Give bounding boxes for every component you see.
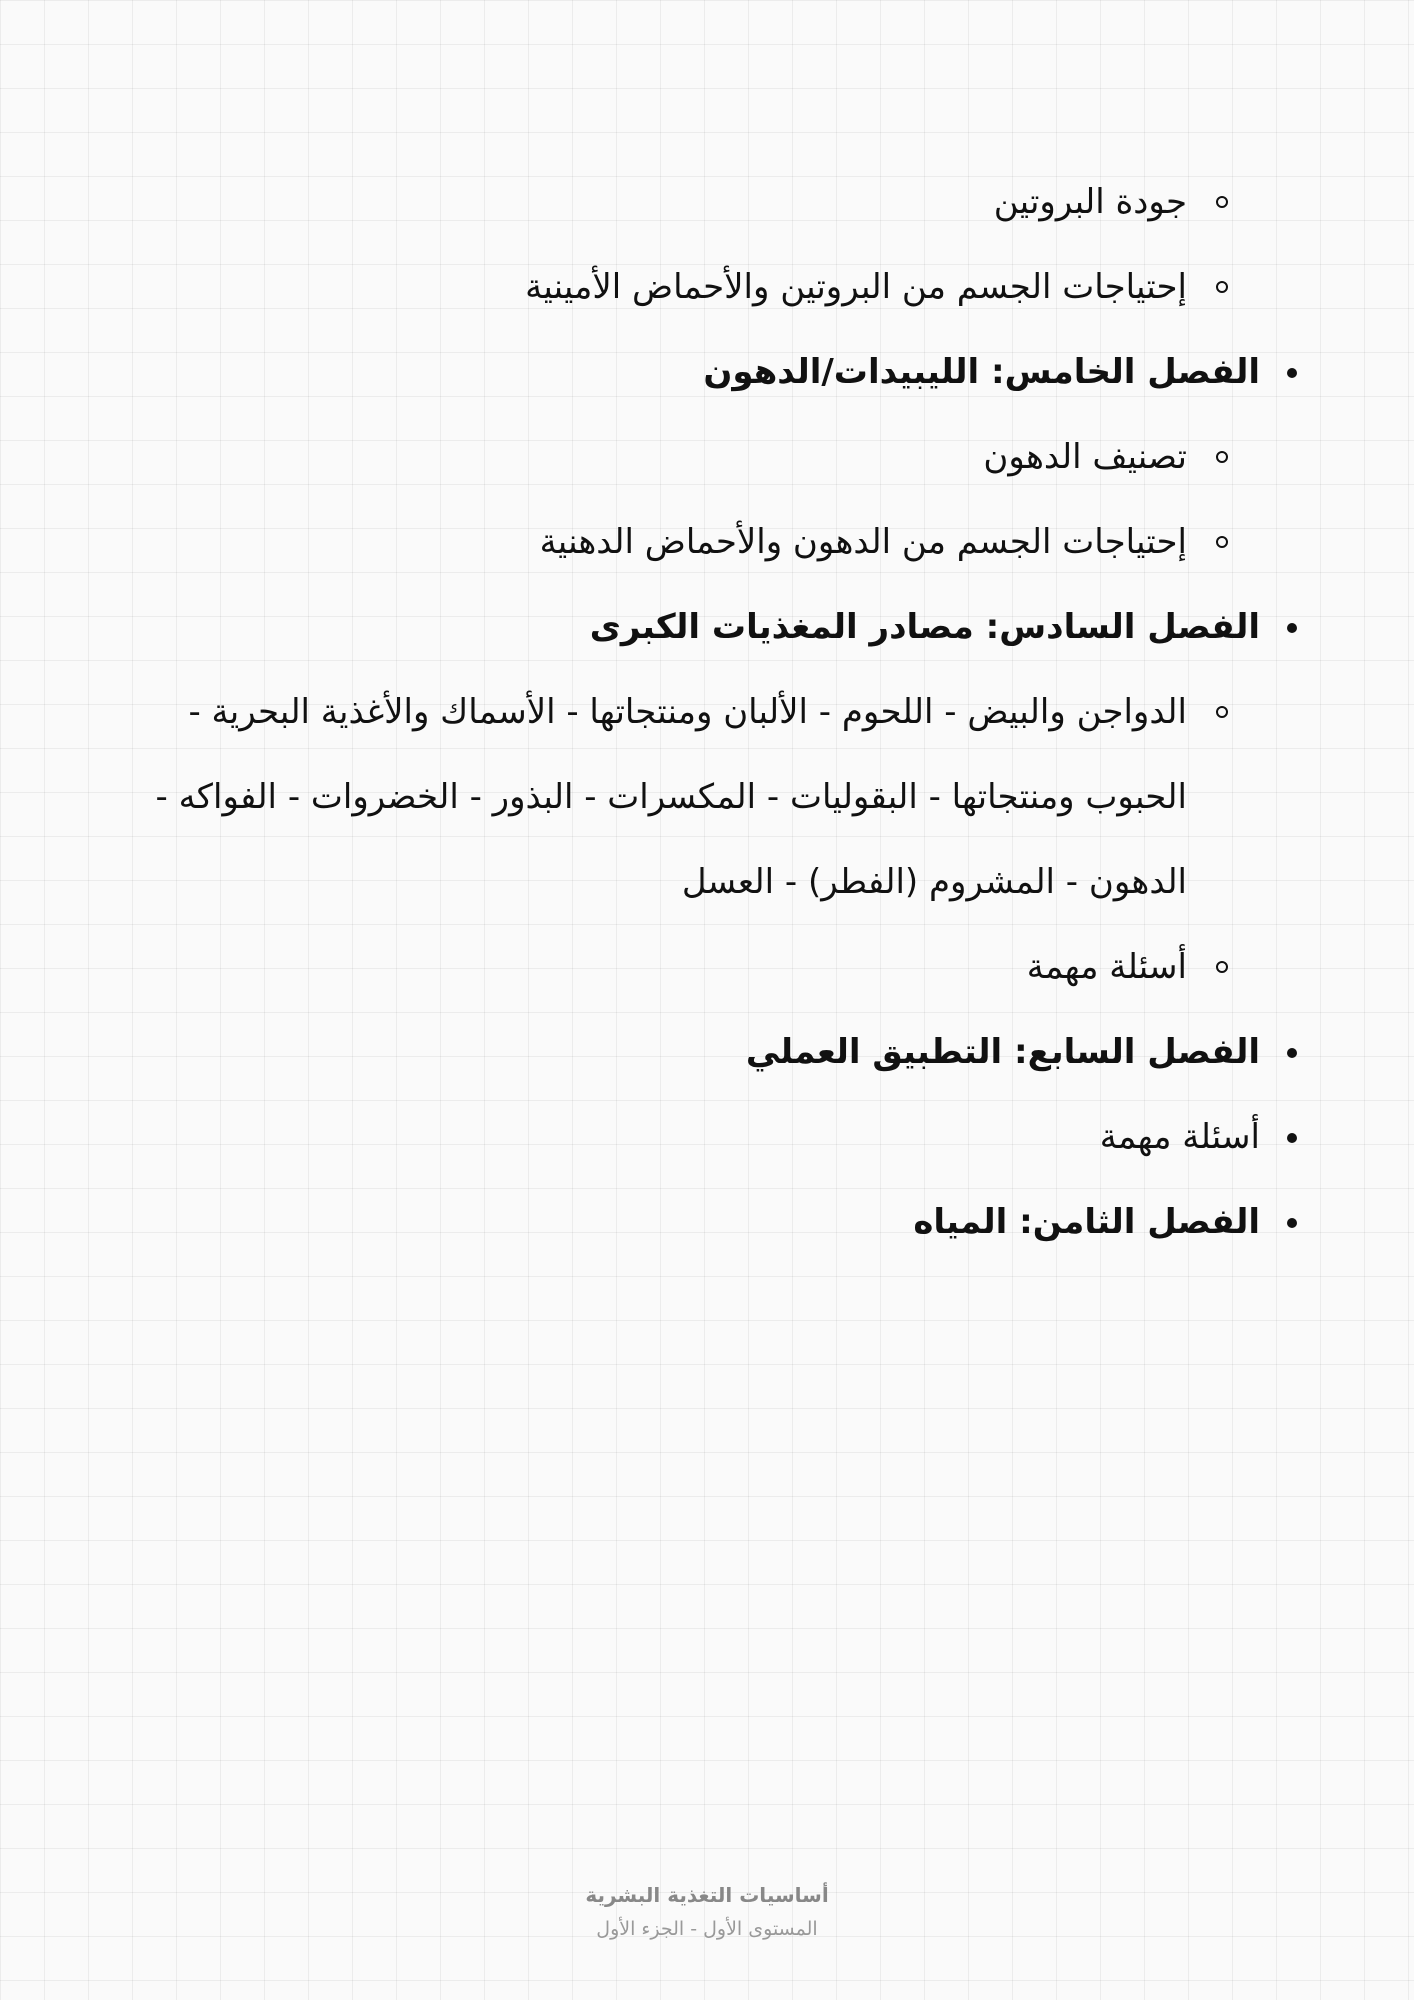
chapter-title: الفصل الخامس: الليبيدات/الدهون: [703, 352, 1260, 392]
outline-item-protein-quality: [110, 160, 1260, 245]
chapter-six-heading: [110, 585, 1260, 670]
outline-item-fat-classification: [110, 415, 1260, 500]
outline-item-text: إحتياجات الجسم من البروتين والأحماض الأمينية: [525, 267, 1187, 307]
hollow-bullet-icon: [1216, 281, 1228, 293]
chapter-eight-heading: [110, 1180, 1260, 1265]
hollow-bullet-icon: [1216, 536, 1228, 548]
filled-bullet-icon: [1287, 623, 1297, 633]
outline-item-text: أسئلة مهمة: [1099, 1117, 1260, 1157]
outline-item-food-sources: [110, 670, 1260, 925]
hollow-bullet-icon: [1216, 451, 1228, 463]
outline-item-text: تصنيف الدهون: [983, 437, 1187, 477]
outline-item-protein-requirements: [110, 245, 1260, 330]
hollow-bullet-icon: [1216, 706, 1228, 718]
chapter-title: الفصل السابع: التطبيق العملي: [745, 1032, 1260, 1072]
footer-subtitle: المستوى الأول - الجزء الأول: [596, 1918, 818, 1940]
outline-item-text: الدواجن والبيض - اللحوم - الألبان ومنتجاتها - الأسماك والأغذية البحرية - الحبوب ومنتجاتها - البقوليات - المكسرات - البذور - الخضروات - الفواكه - الدهون - المشروم (الفطر) - العسل: [155, 692, 1187, 902]
hollow-bullet-icon: [1216, 196, 1228, 208]
outline-item-important-questions: [110, 925, 1260, 1010]
outline-item-important-questions: [110, 1095, 1260, 1180]
footer-title: أساسيات التغذية البشرية: [585, 1883, 829, 1907]
page-footer: [0, 1878, 1414, 1946]
outline-item-text: جودة البروتين: [993, 182, 1187, 222]
outline-item-fat-requirements: [110, 500, 1260, 585]
filled-bullet-icon: [1287, 1048, 1297, 1058]
hollow-bullet-icon: [1216, 961, 1228, 973]
outline-item-text: أسئلة مهمة: [1026, 947, 1187, 987]
chapter-title: الفصل الثامن: المياه: [913, 1202, 1260, 1242]
chapter-seven-heading: [110, 1010, 1260, 1095]
outline-item-text: إحتياجات الجسم من الدهون والأحماض الدهنية: [539, 522, 1187, 562]
chapter-five-heading: [110, 330, 1260, 415]
filled-bullet-icon: [1287, 1133, 1297, 1143]
chapter-outline: [110, 160, 1260, 1265]
filled-bullet-icon: [1287, 368, 1297, 378]
table-of-contents: [110, 160, 1260, 1265]
chapter-title: الفصل السادس: مصادر المغذيات الكبرى: [589, 607, 1260, 647]
filled-bullet-icon: [1287, 1218, 1297, 1228]
